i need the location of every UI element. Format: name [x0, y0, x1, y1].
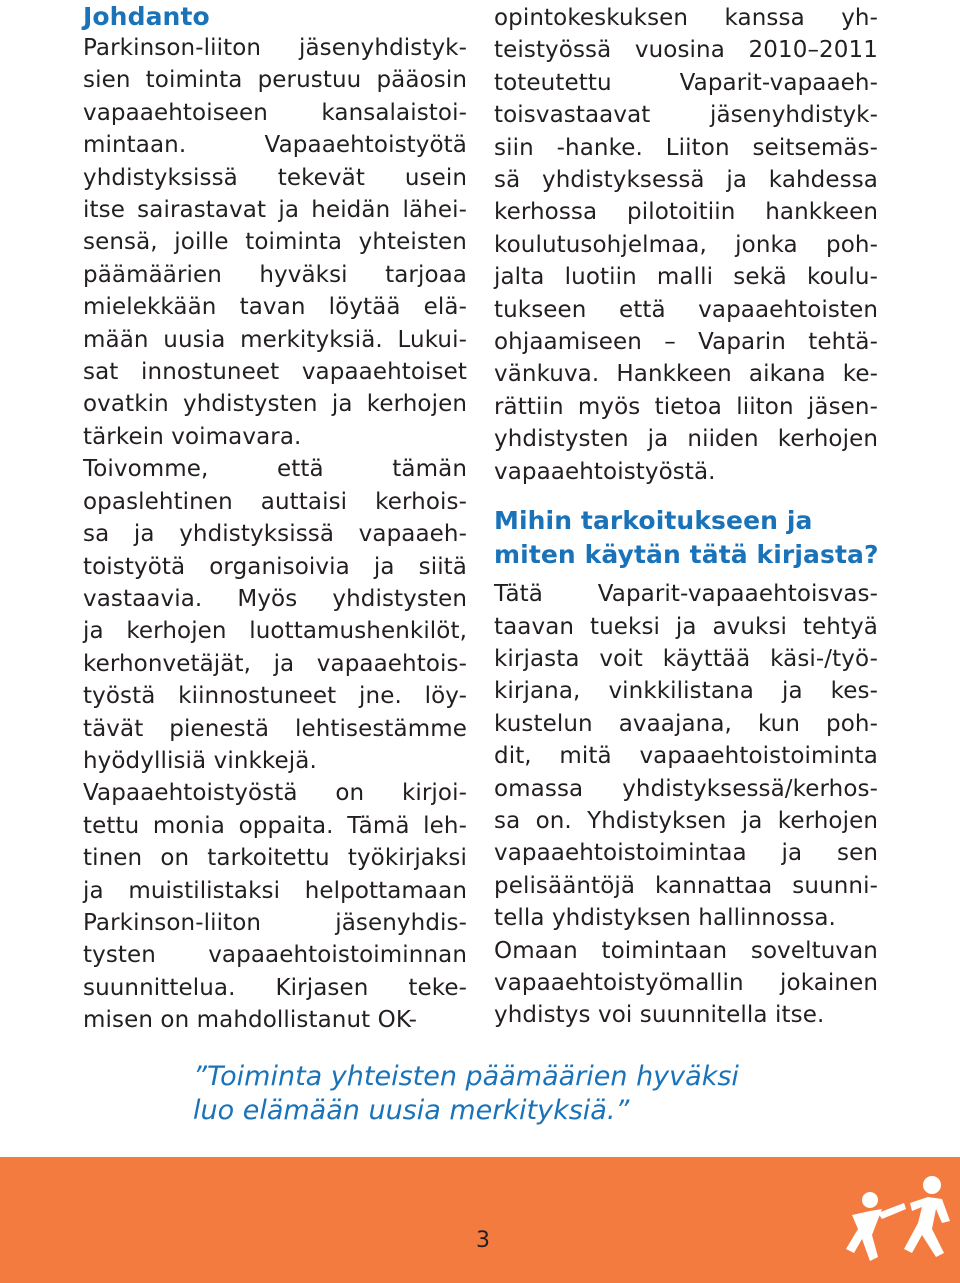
text-line: mään uusia merkityksiä. Lukui-	[83, 326, 467, 353]
text-line: tysten vapaaehtoistoiminnan	[83, 942, 467, 969]
text-line: jalta luotiin malli sekä koulu-	[494, 264, 878, 291]
text-line: Vapaaehtoistyöstä on kirjoi-	[83, 780, 467, 807]
text-line: vänkuva. Hankkeen aikana ke-	[494, 361, 878, 388]
text-line: siin -hanke. Liiton seitsemäs-	[494, 134, 878, 161]
text-line: yhdistysten ja niiden kerhojen	[494, 426, 878, 453]
text-line: tinen on tarkoitettu työkirjaksi	[83, 845, 467, 872]
text-line: sat innostuneet vapaaehtoiset	[83, 359, 467, 386]
text-line: opintokeskuksen kanssa yh-	[494, 5, 878, 31]
text-line: toteutettu Vaparit-vapaaeh-	[494, 69, 878, 96]
text-line: vapaaehtoistyöstä.	[494, 458, 716, 485]
text-line: ja kerhojen luottamushenkilöt,	[83, 618, 467, 645]
pull-quote-line-1: ”Toiminta yhteisten päämäärien hyväksi	[193, 1061, 739, 1092]
pull-quote	[193, 1060, 739, 1128]
text-line: sa on. Yhdistyksen ja kerhojen	[494, 807, 878, 834]
text-line: tävät pienestä lehtisestämme	[83, 715, 467, 742]
page-number: 3	[476, 1228, 490, 1253]
pull-quote-line-2: luo elämään uusia merkityksiä.”	[193, 1095, 630, 1126]
left-column	[83, 0, 467, 1037]
heading-line: Mihin tarkoitukseen ja	[494, 506, 813, 536]
text-line: vapaaehtoistoimintaa ja sen	[494, 840, 878, 867]
section-heading-johdanto: Johdanto	[83, 2, 210, 31]
text-line: kerhossa pilotoitiin hankkeen	[494, 199, 878, 226]
text-line: sensä, joille toiminta yhteisten	[83, 229, 467, 256]
text-line: sä yhdistyksessä ja kahdessa	[494, 167, 878, 194]
text-line: sa ja yhdistyksissä vapaaeh-	[83, 521, 467, 548]
text-line: teistyössä vuosina 2010–2011	[494, 37, 878, 64]
text-line: mintaan. Vapaaehtoistyötä	[83, 132, 467, 159]
right-column	[494, 2, 878, 1032]
text-line: Omaan toimintaan soveltuvan	[494, 937, 878, 964]
text-line: ohjaamiseen – Vaparin tehtä-	[494, 329, 878, 356]
text-line: tella yhdistyksen hallinnossa.	[494, 905, 836, 932]
text-line: sien toiminta perustuu pääosin	[83, 67, 467, 94]
text-line: vastaavia. Myös yhdistysten	[83, 585, 467, 612]
text-line: kirjasta voit käyttää käsi-/työ-	[494, 645, 878, 672]
heading-line: miten käytän tätä kirjasta?	[494, 540, 879, 570]
text-line: misen on mahdollistanut OK-	[83, 1007, 418, 1034]
text-line: toisvastaavat jäsenyhdistyk-	[494, 102, 878, 129]
text-line: tärkein voimavara.	[83, 423, 302, 450]
text-line: Tätä Vaparit-vapaaehtoisvas-	[494, 581, 878, 608]
text-line: kirjana, vinkkilistana ja kes-	[494, 678, 878, 705]
right-text-intro	[494, 2, 878, 488]
text-line: tukseen että vapaaehtoisten	[494, 296, 878, 323]
text-line: taavan tueksi ja avuksi tehtyä	[494, 613, 878, 640]
text-line: kustelun avaajana, kun poh-	[494, 710, 878, 737]
text-line: vapaaehtoistyömallin jokainen	[494, 969, 878, 996]
text-line: itse sairastavat ja heidän lähei-	[83, 197, 467, 224]
text-line: Toivomme, että tämän	[83, 456, 467, 483]
text-line: ja muistilistaksi helpottamaan	[83, 877, 467, 904]
text-line: opaslehtinen auttaisi kerhois-	[83, 488, 467, 515]
text-line: yhdistyksissä tekevät usein	[83, 164, 467, 191]
text-line: mielekkään tavan löytää elä-	[83, 294, 467, 321]
two-figures-helping-icon	[818, 1157, 960, 1283]
text-line: toistyötä organisoivia ja siitä	[83, 553, 467, 580]
text-line: vapaaehtoiseen kansalaistoi-	[83, 99, 467, 126]
text-line: Parkinson-liiton jäsenyhdistyk-	[83, 35, 467, 61]
left-text-body	[83, 32, 467, 1037]
text-line: omassa yhdistyksessä/kerhos-	[494, 775, 878, 802]
text-line: dit, mitä vapaaehtoistoiminta	[494, 743, 878, 770]
footer-band	[0, 1157, 960, 1283]
text-line: koulutusohjelmaa, jonka poh-	[494, 231, 878, 258]
text-line: yhdistys voi suunnitella itse.	[494, 1002, 825, 1029]
right-text-body	[494, 578, 878, 1032]
text-line: päämäärien hyväksi tarjoaa	[83, 261, 467, 288]
text-line: hyödyllisiä vinkkejä.	[83, 747, 317, 774]
text-line: kerhonvetäjät, ja vapaaehtois-	[83, 650, 467, 677]
text-line: pelisääntöjä kannattaa suunni-	[494, 872, 878, 899]
text-line: työstä kiinnostuneet jne. löy-	[83, 683, 467, 710]
text-line: rättiin myös tietoa liiton jäsen-	[494, 393, 878, 420]
text-line: suunnittelua. Kirjasen teke-	[83, 974, 467, 1001]
text-line: ovatkin yhdistysten ja kerhojen	[83, 391, 467, 418]
text-line: tettu monia oppaita. Tämä leh-	[83, 812, 467, 839]
text-line: Parkinson-liiton jäsenyhdis-	[83, 909, 467, 936]
section-heading-purpose	[494, 504, 878, 572]
